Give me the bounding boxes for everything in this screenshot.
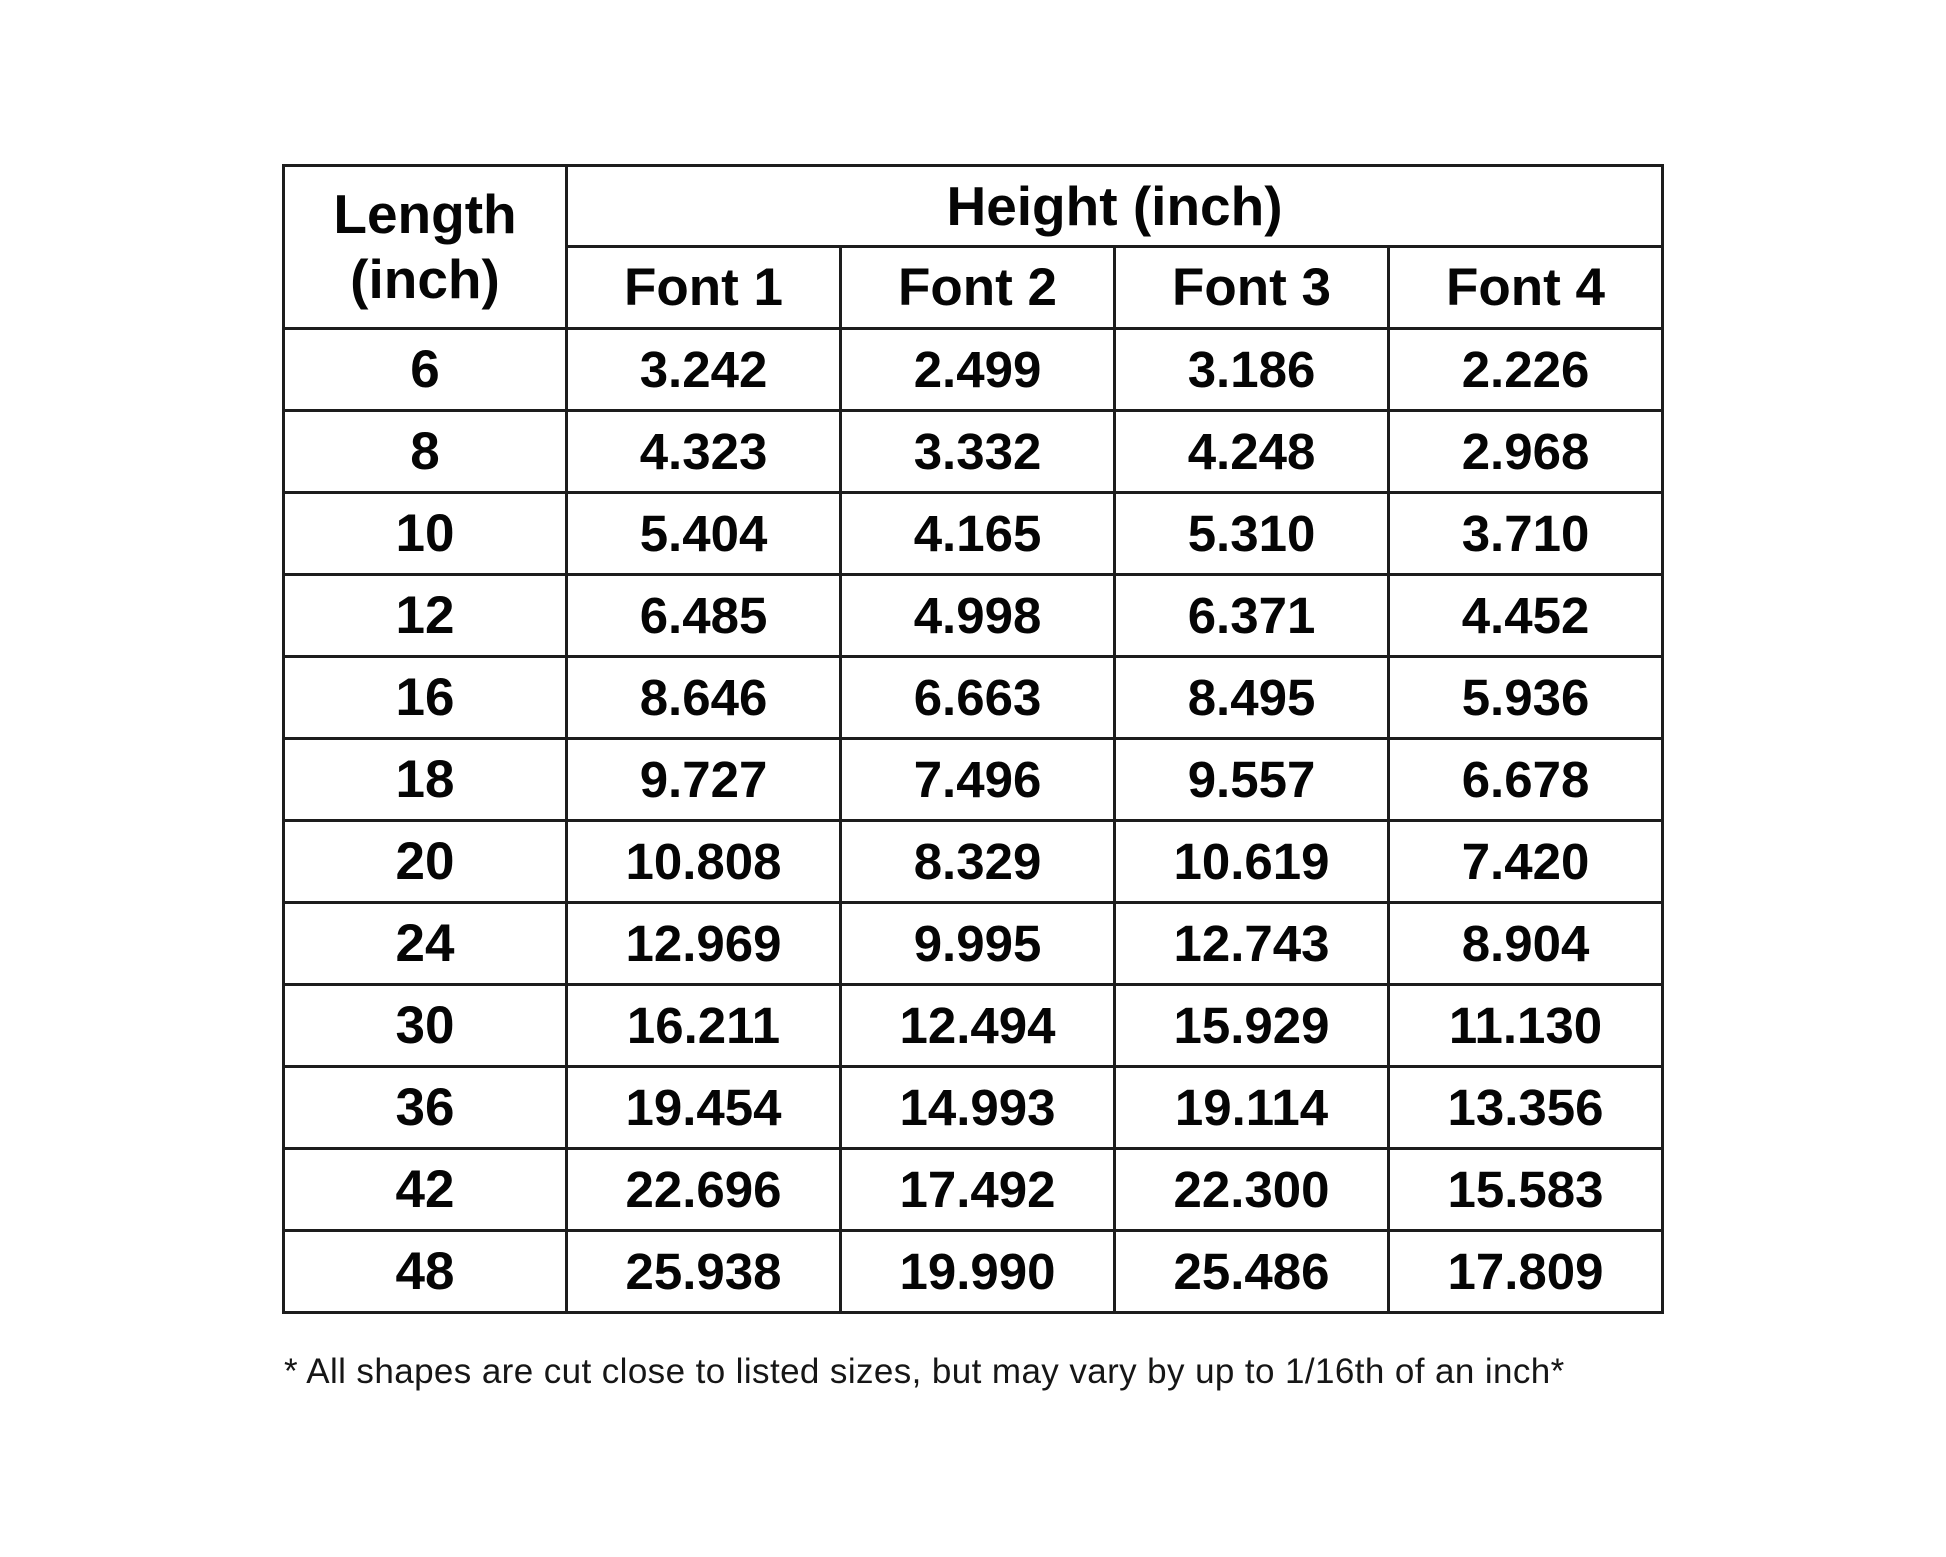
table-row <box>284 985 1663 1067</box>
height-value: 25.486 <box>1115 1231 1389 1313</box>
height-value: 5.310 <box>1115 493 1389 575</box>
height-value: 19.114 <box>1115 1067 1389 1149</box>
footnote-text: * All shapes are cut close to listed sizes, but may vary by up to 1/16th of an inch* <box>284 1352 1565 1391</box>
height-value: 7.420 <box>1389 821 1663 903</box>
column-header-font-2: Font 2 <box>841 247 1115 329</box>
height-value: 15.929 <box>1115 985 1389 1067</box>
height-value: 9.557 <box>1115 739 1389 821</box>
height-value: 8.646 <box>567 657 841 739</box>
height-value: 4.248 <box>1115 411 1389 493</box>
height-value: 8.329 <box>841 821 1115 903</box>
length-header-line1: Length <box>333 183 517 246</box>
length-value: 48 <box>284 1231 567 1313</box>
height-value: 10.619 <box>1115 821 1389 903</box>
height-value: 3.186 <box>1115 329 1389 411</box>
height-value: 22.300 <box>1115 1149 1389 1231</box>
height-value: 5.936 <box>1389 657 1663 739</box>
height-value: 17.492 <box>841 1149 1115 1231</box>
height-value: 6.371 <box>1115 575 1389 657</box>
height-value: 3.710 <box>1389 493 1663 575</box>
height-value: 22.696 <box>567 1149 841 1231</box>
height-value: 10.808 <box>567 821 841 903</box>
height-value: 2.499 <box>841 329 1115 411</box>
length-value: 42 <box>284 1149 567 1231</box>
height-value: 4.165 <box>841 493 1115 575</box>
height-value: 4.998 <box>841 575 1115 657</box>
height-value: 6.678 <box>1389 739 1663 821</box>
length-value: 6 <box>284 329 567 411</box>
height-value: 16.211 <box>567 985 841 1067</box>
height-value: 9.995 <box>841 903 1115 985</box>
height-value: 19.990 <box>841 1231 1115 1313</box>
height-value: 12.969 <box>567 903 841 985</box>
length-header-cell <box>284 166 567 329</box>
table-row <box>284 1149 1663 1231</box>
column-header-font-4: Font 4 <box>1389 247 1663 329</box>
table-row <box>284 411 1663 493</box>
table-row <box>284 493 1663 575</box>
height-value: 3.242 <box>567 329 841 411</box>
height-value: 12.494 <box>841 985 1115 1067</box>
height-value: 3.332 <box>841 411 1115 493</box>
length-header-line2: (inch) <box>350 248 500 310</box>
column-header-font-1: Font 1 <box>567 247 841 329</box>
height-value: 4.452 <box>1389 575 1663 657</box>
table-row <box>284 903 1663 985</box>
height-value: 2.226 <box>1389 329 1663 411</box>
height-value: 14.993 <box>841 1067 1115 1149</box>
height-value: 8.904 <box>1389 903 1663 985</box>
height-value: 15.583 <box>1389 1149 1663 1231</box>
table-row <box>284 821 1663 903</box>
height-value: 13.356 <box>1389 1067 1663 1149</box>
height-value: 19.454 <box>567 1067 841 1149</box>
size-chart-table <box>282 164 1664 1314</box>
height-value: 2.968 <box>1389 411 1663 493</box>
length-value: 18 <box>284 739 567 821</box>
height-value: 4.323 <box>567 411 841 493</box>
table-row <box>284 1067 1663 1149</box>
length-value: 16 <box>284 657 567 739</box>
height-value: 12.743 <box>1115 903 1389 985</box>
height-value: 25.938 <box>567 1231 841 1313</box>
height-value: 11.130 <box>1389 985 1663 1067</box>
length-value: 30 <box>284 985 567 1067</box>
table-row <box>284 657 1663 739</box>
height-value: 6.485 <box>567 575 841 657</box>
height-value: 8.495 <box>1115 657 1389 739</box>
height-value: 9.727 <box>567 739 841 821</box>
height-value: 6.663 <box>841 657 1115 739</box>
column-header-font-3: Font 3 <box>1115 247 1389 329</box>
table-row <box>284 1231 1663 1313</box>
length-value: 20 <box>284 821 567 903</box>
length-value: 24 <box>284 903 567 985</box>
length-value: 36 <box>284 1067 567 1149</box>
length-value: 10 <box>284 493 567 575</box>
length-value: 12 <box>284 575 567 657</box>
table-row <box>284 575 1663 657</box>
height-value: 17.809 <box>1389 1231 1663 1313</box>
height-value: 5.404 <box>567 493 841 575</box>
length-value: 8 <box>284 411 567 493</box>
height-value: 7.496 <box>841 739 1115 821</box>
table-row <box>284 329 1663 411</box>
table-row <box>284 739 1663 821</box>
height-header-cell: Height (inch) <box>567 166 1663 247</box>
header-group-row <box>284 166 1663 247</box>
